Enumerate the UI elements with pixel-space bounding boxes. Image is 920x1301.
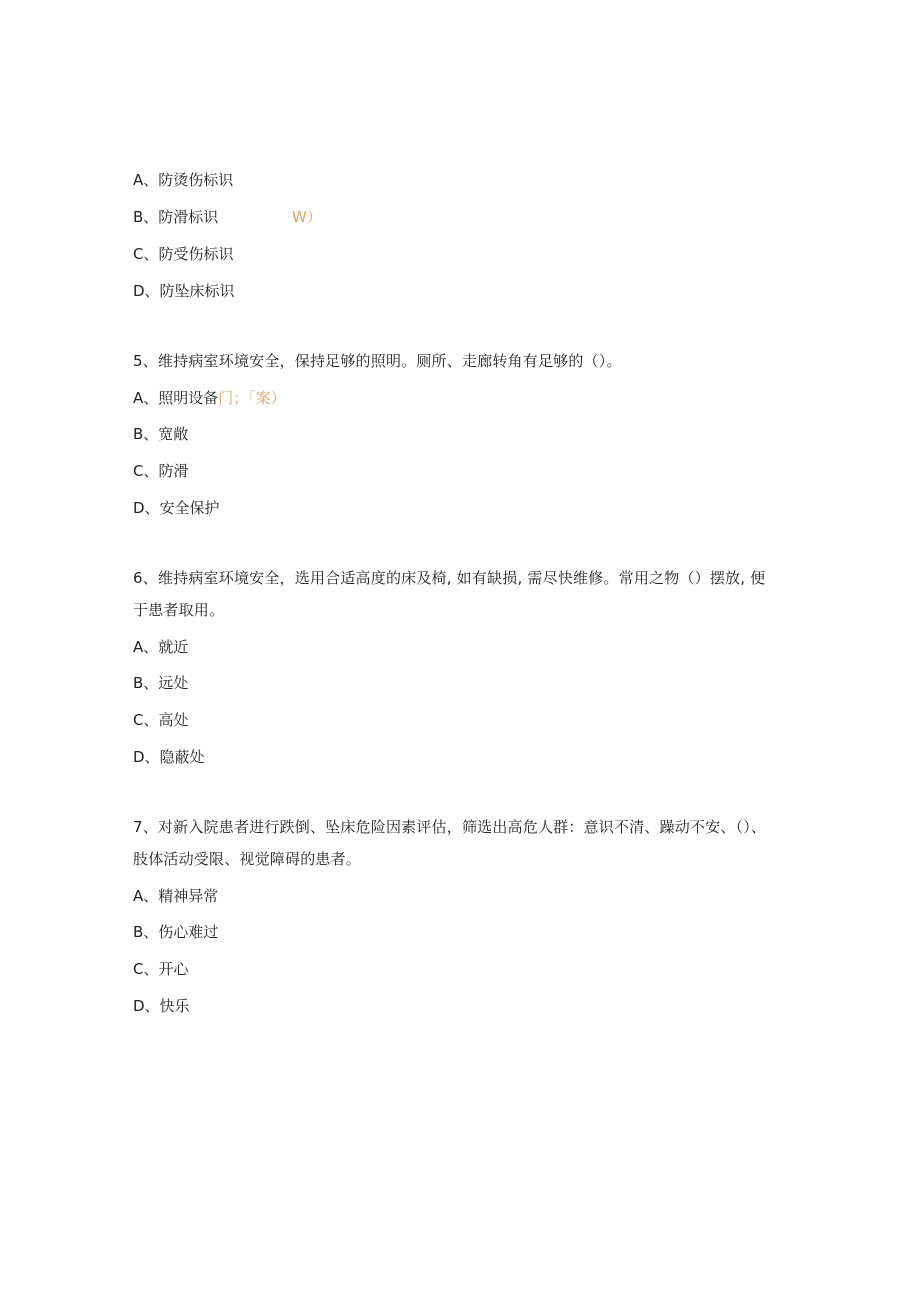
- q4-handwritten-annotation: W）: [292, 208, 322, 226]
- q5-option-a: A、照明设备: [133, 389, 219, 407]
- q6-option-c: C、高处: [133, 711, 189, 729]
- q7-stem: 7、对新入院患者进行跌倒、坠床危险因素评估，筛选出高危人群：意识不清、躁动不安、（）、肢体活动受限、视觉障碍的患者。: [133, 818, 767, 868]
- q5-option-b: B、宽敞: [133, 425, 189, 443]
- q7-option-b: B、伤心难过: [133, 923, 219, 941]
- q6-option-b: B、远处: [133, 674, 189, 692]
- q5-option-d: D、安全保护: [133, 499, 220, 517]
- q5-option-a-line: [133, 388, 286, 408]
- q7-option-c: C、开心: [133, 960, 189, 978]
- q6-stem: 6、维持病室环境安全，选用合适高度的床及椅, 如有缺损, 需尽快维修。常用之物（）摆放, 便于患者取用。: [133, 569, 766, 619]
- q5-option-c: C、防滑: [133, 462, 189, 480]
- q5-stem: 5、维持病室环境安全，保持足够的照明。厕所、走廊转角有足够的（）。: [133, 352, 622, 370]
- q4-option-d: D、防坠床标识: [133, 282, 235, 300]
- q5-handwritten-annotation: 门；「案）: [218, 389, 286, 407]
- q7-option-d: D、快乐: [133, 997, 190, 1015]
- q7-option-a: A、精神异常: [133, 887, 219, 905]
- q4-option-b: B、防滑标识: [133, 208, 219, 226]
- q6-option-d: D、隐蔽处: [133, 748, 205, 766]
- q6-option-a: A、就近: [133, 638, 189, 656]
- q4-option-c: C、防受伤标识: [133, 245, 234, 263]
- q4-option-a: A、防烫伤标识: [133, 171, 234, 189]
